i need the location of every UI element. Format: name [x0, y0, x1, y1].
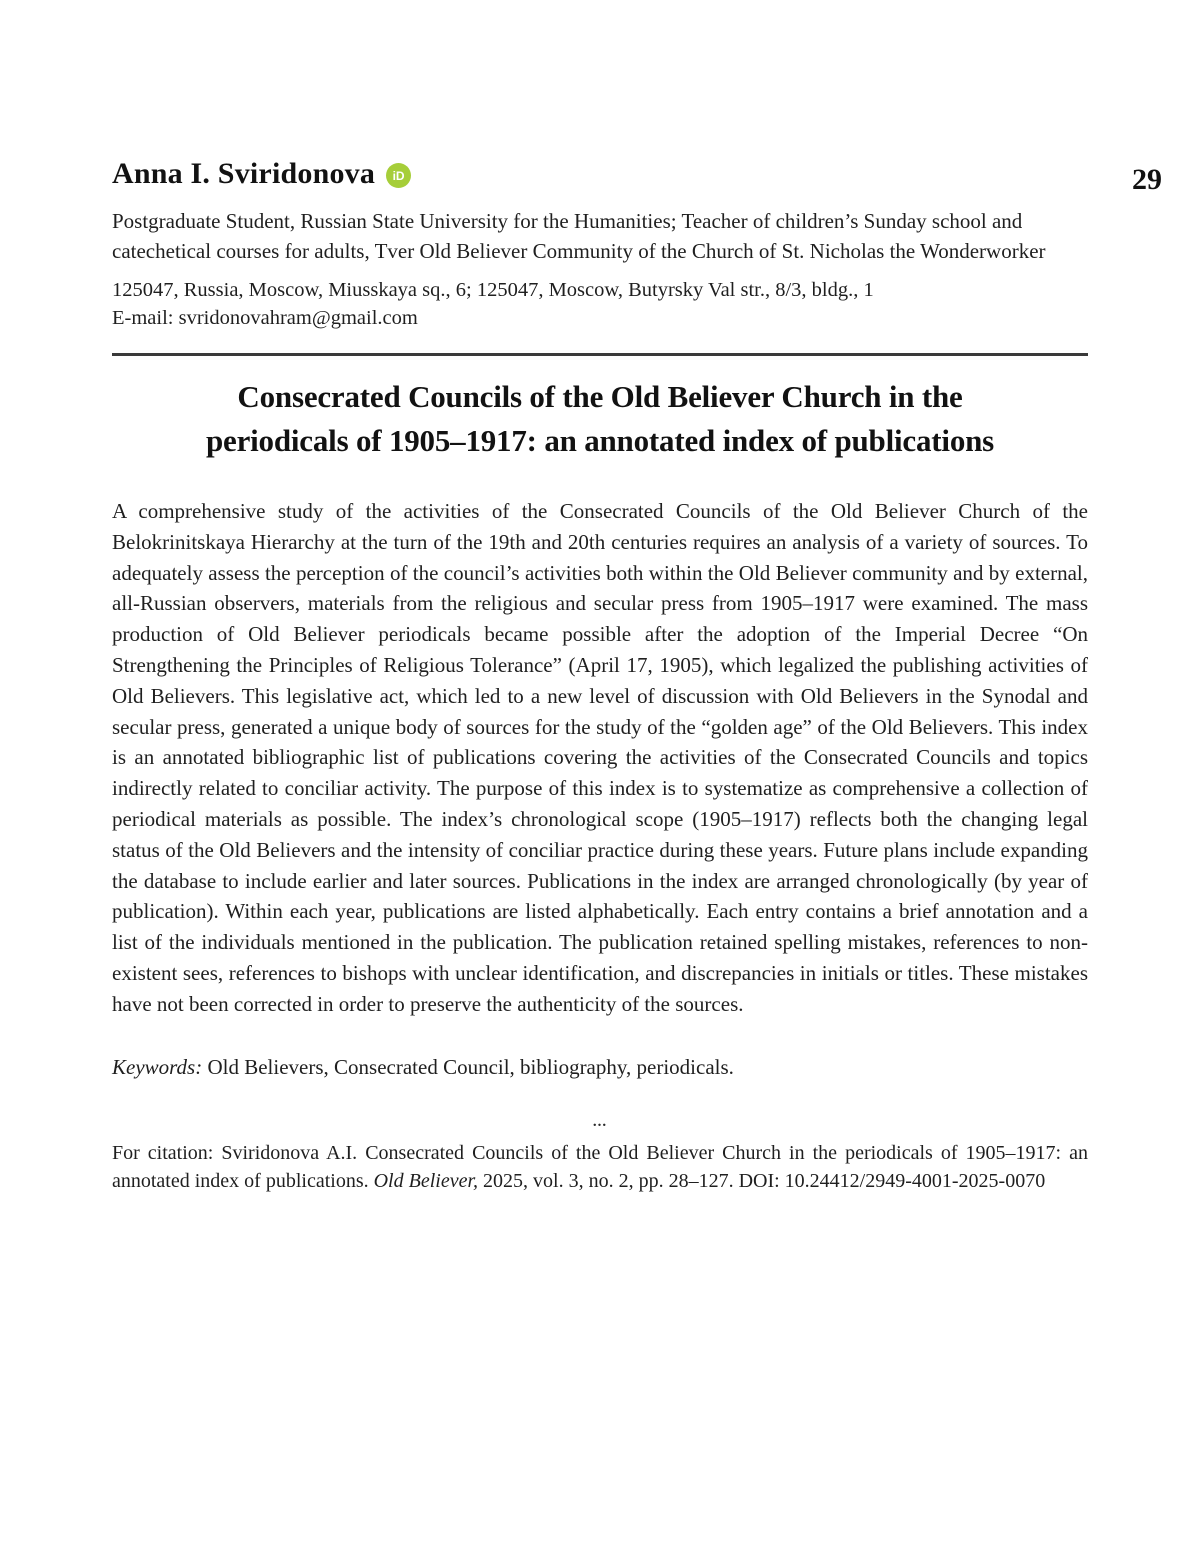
- author-affiliation: Postgraduate Student, Russian State University for the Humanities; Teacher of children’s Sunday school and catechetical courses for adults, Tver Old Believer Community of the Church of St. Nicholas the Wonderworker: [112, 209, 1046, 263]
- article-title: [112, 375, 1088, 463]
- author-contact-block: [112, 277, 1088, 332]
- keywords-text: Old Believers, Consecrated Council, bibliography, periodicals.: [207, 1054, 734, 1079]
- article-title-line-2: periodicals of 1905–1917: an annotated index of publications: [205, 423, 995, 458]
- citation-journal-title: Old Believer,: [373, 1170, 479, 1193]
- section-separator: ...: [592, 1113, 608, 1130]
- page-number: 29: [1132, 163, 1162, 196]
- citation-text: For citation: Sviridonova A.I. Consecrated Councils of the Old Believer Church in the periodicals of 1905–1917: an annotated index of publications.: [112, 1141, 1088, 1193]
- abstract-text: A comprehensive study of the activities of the Consecrated Councils of the Old Believer Church of the Belokrinitskaya Hierarchy at the turn of the 19th and 20th centuries requires an analysis of a variety of sources. To adequately assess the perception of the council’s activities both within the Old Believer community and by external, all-Russian observers, materials from the religious and secular press from 1905–1917 were examined. The mass production of Old Believer periodicals became possible after the adoption of the Imperial Decree “On Strengthening the Principles of Religious Tolerance” (April 17, 1905), which legalized the publishing activities of Old Believers. This legislative act, which led to a new level of discussion with Old Believers in the Synodal and secular press, generated a unique body of sources for the study of the “golden age” of the Old Believers. This index is an annotated bibliographic list of publications covering the activities of the Consecrated Councils and topics indirectly related to conciliar activity. The purpose of this index is to systematize as comprehensive a collection of periodical materials as possible. The index’s chronological scope (1905–1917) reflects both the changing legal status of the Old Believers and the intensity of conciliar practice during these years. Future plans include expanding the database to include earlier and later sources. Publications in the index are arranged chronologically (by year of publication). Within each year, publications are listed alphabetically. Each entry contains a brief annotation and a list of the individuals mentioned in the publication. The publication retained spelling mistakes, references to non-existent sees, references to bishops with unclear identification, and discrepancies in initials or titles. These mistakes have not been corrected in order to preserve the authenticity of the sources.: [112, 499, 1088, 1016]
- citation-details: 2025, vol. 3, no. 2, pp. 28–127. DOI: 10.24412/2949-4001-2025-0070: [478, 1170, 1046, 1193]
- author-header: [112, 156, 1088, 332]
- header-divider: [112, 353, 1088, 356]
- author-email-line: E-mail: svridonovahram@gmail.com: [112, 306, 418, 329]
- keywords-line: [112, 1053, 1088, 1082]
- citation-block: [112, 1139, 1088, 1196]
- content-column: [112, 0, 1088, 1196]
- author-address-line: 125047, Russia, Moscow, Miusskaya sq., 6; 125047, Moscow, Butyrsky Val str., 8/3, bldg., 1: [112, 279, 874, 301]
- orcid-icon[interactable]: iD: [386, 163, 411, 188]
- author-line: [112, 156, 1088, 192]
- author-name: Anna I. Sviridonova: [112, 157, 376, 190]
- article-title-line-1: Consecrated Councils of the Old Believer Church in the: [237, 379, 963, 414]
- keywords-label: Keywords:: [112, 1054, 203, 1079]
